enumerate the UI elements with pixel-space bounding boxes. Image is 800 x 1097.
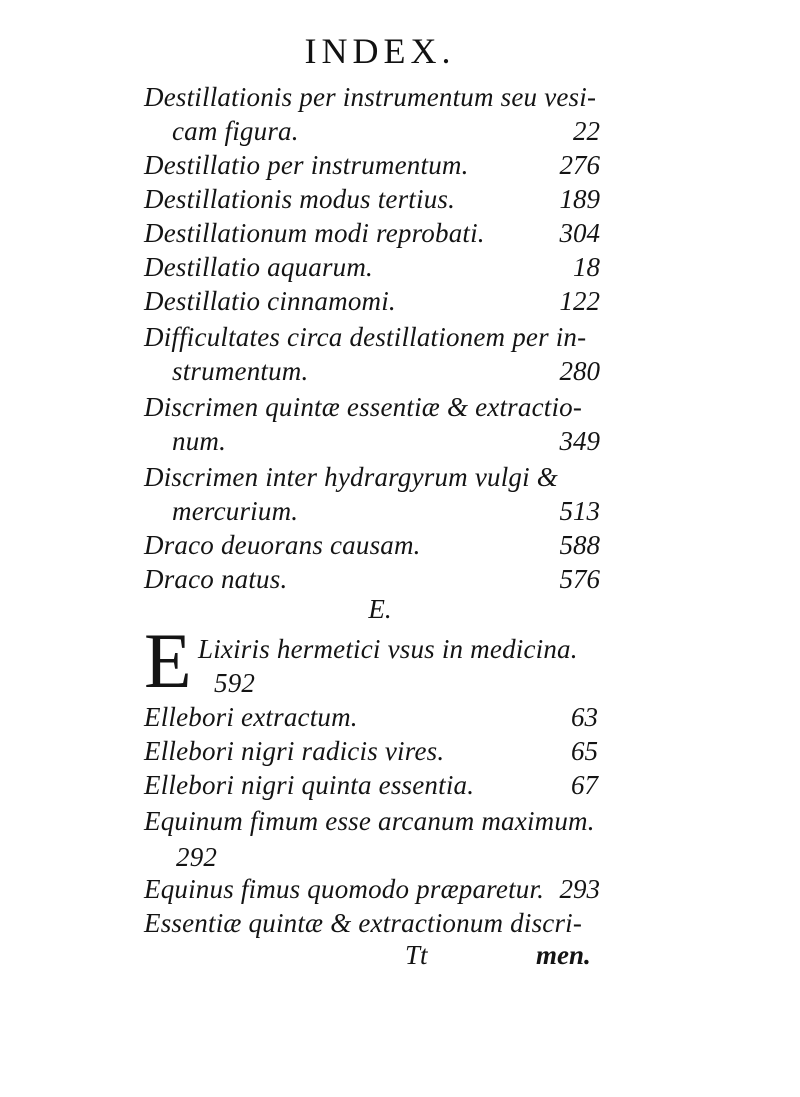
index-entry-line: Discrimen quintæ essentiæ & extractio- xyxy=(144,392,583,422)
index-page-number: 63 xyxy=(571,702,598,732)
index-entry-line: Lixiris hermetici vsus in medicina. xyxy=(198,634,578,664)
index-entry-line: Essentiæ quintæ & extractionum discri- xyxy=(144,908,583,938)
drop-cap-initial: E xyxy=(144,617,192,704)
signature-mark: Tt xyxy=(405,940,428,970)
index-page-number: 592 xyxy=(214,668,256,698)
page-header: INDEX. xyxy=(304,31,456,71)
index-page-number: 67 xyxy=(571,770,598,800)
index-entry-line: Destillatio cinnamomi. xyxy=(144,286,396,316)
index-page-number: 65 xyxy=(571,736,598,766)
index-page-number: 349 xyxy=(559,426,600,456)
index-entry-line: Discrimen inter hydrargyrum vulgi & xyxy=(144,462,558,492)
index-entry-line: Ellebori nigri quinta essentia. xyxy=(144,770,475,800)
index-entry-line: Equinum fimum esse arcanum maximum. xyxy=(144,806,595,836)
index-entry-line: Ellebori extractum. xyxy=(144,702,358,732)
index-entry-line: Destillationis per instrumentum seu vesi- xyxy=(144,82,597,112)
index-entry-line: cam figura. xyxy=(172,116,299,146)
index-page-number: 122 xyxy=(559,286,600,316)
index-page-number: 304 xyxy=(559,218,600,248)
index-entry-line: Destillationis modus tertius. xyxy=(144,184,456,214)
index-page-number: 18 xyxy=(573,252,600,282)
catchword: men. xyxy=(536,940,591,970)
index-entry-line: Destillatio aquarum. xyxy=(144,252,374,282)
index-page-number: 292 xyxy=(176,842,218,872)
index-entry-line: strumentum. xyxy=(172,356,309,386)
index-entry-line: Draco natus. xyxy=(144,564,288,594)
index-page-number: 588 xyxy=(559,530,600,560)
index-page-number: 293 xyxy=(559,874,600,904)
index-page-number: 280 xyxy=(559,356,600,386)
index-entry-line: Draco deuorans causam. xyxy=(144,530,421,560)
index-page-number: 513 xyxy=(559,496,600,526)
index-entry-line: Equinus fimus quomodo præparetur. xyxy=(144,874,545,904)
index-entry-line: mercurium. xyxy=(172,496,299,526)
index-entry-line: Ellebori nigri radicis vires. xyxy=(144,736,445,766)
index-page-number: 22 xyxy=(573,116,600,146)
index-entry-line: Destillationum modi reprobati. xyxy=(144,218,485,248)
section-letter: E. xyxy=(368,594,392,624)
index-page-number: 276 xyxy=(559,150,600,180)
index-page-number: 189 xyxy=(559,184,600,214)
index-entry-line: Difficultates circa destillationem per in- xyxy=(144,322,587,352)
index-entry-line: num. xyxy=(172,426,227,456)
index-page-number: 576 xyxy=(559,564,600,594)
index-entry-line: Destillatio per instrumentum. xyxy=(144,150,469,180)
